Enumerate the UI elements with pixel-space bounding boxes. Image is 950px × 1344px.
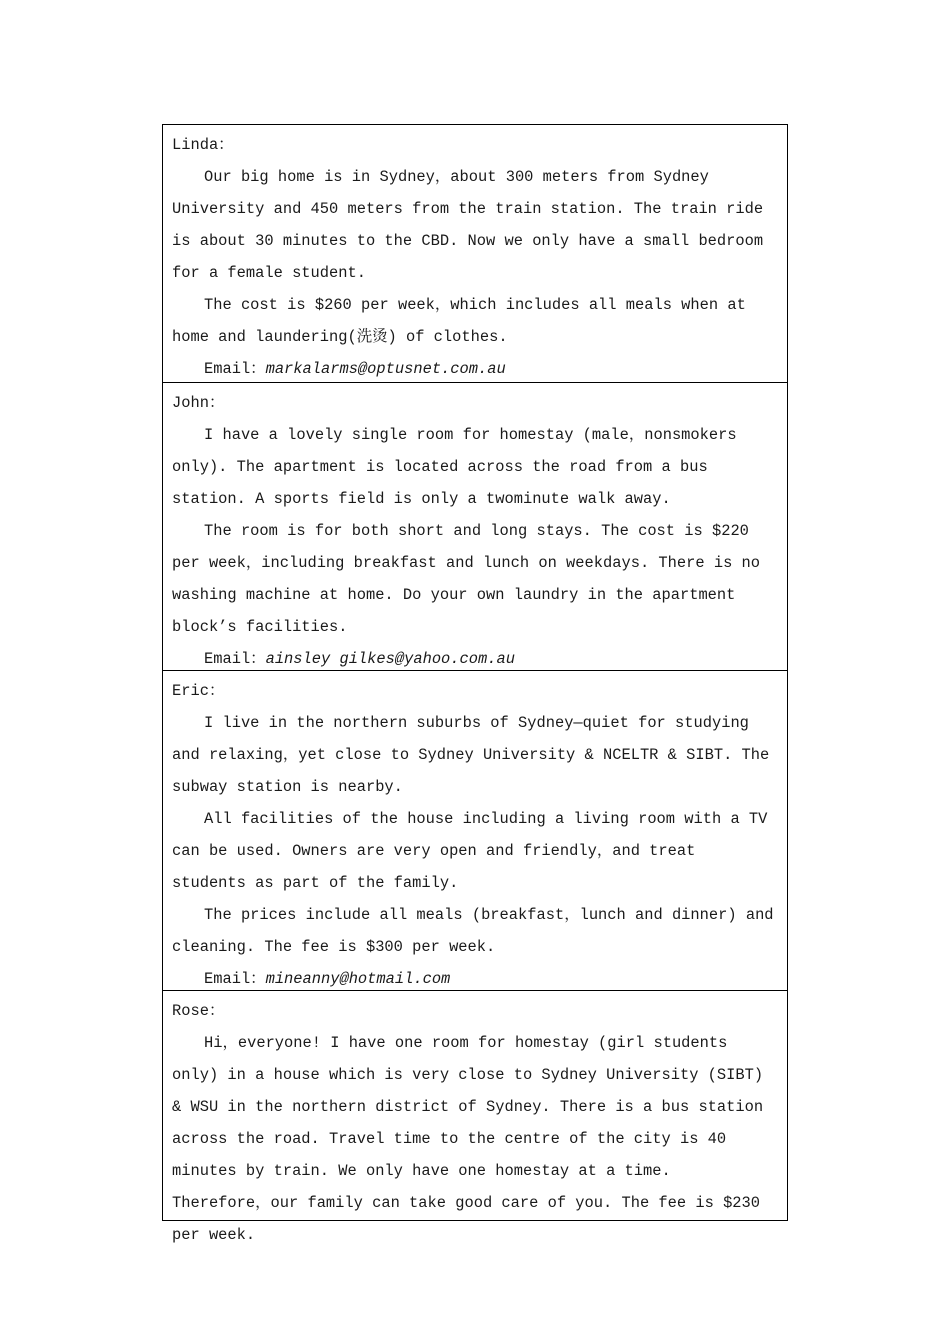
ad-host-name: Rose：	[172, 1002, 225, 1020]
ad-paragraph: The room is for both short and long stays. The cost is $220 per week，including breakfast and lunch on weekdays. There is no washing machine at home. Do your own laundry in the apartment block’s facilities.	[172, 522, 761, 636]
ad-paragraph: I have a lovely single room for homestay (male，nonsmokers only). The apartment is located across the road from a bus station. A sports field is only a twominute walk away.	[172, 426, 737, 508]
ad-paragraph: The cost is $260 per week，which includes all meals when at home and laundering(洗烫) of clothes.	[172, 296, 746, 346]
email-address: ainsley gilkes@yahoo.com.au	[265, 650, 515, 668]
ad-paragraph: The prices include all meals (breakfast，lunch and dinner) and cleaning. The fee is $300 per week.	[172, 906, 774, 956]
ad-cell-eric	[163, 670, 787, 990]
ad-host-name: Eric：	[172, 682, 225, 700]
ad-email-line	[172, 353, 777, 385]
ad-paragraph: Our big home is in Sydney，about 300 meters from Sydney University and 450 meters from the train station. The train ride is about 30 minutes to the CBD. Now we only have a small bedroom for a female student.	[172, 168, 764, 282]
email-address: mineanny@hotmail.com	[265, 970, 451, 988]
email-label: Email：	[204, 360, 266, 378]
email-address: markalarms@optusnet.com.au	[265, 360, 506, 378]
ad-cell-rose	[163, 990, 787, 1244]
ad-paragraph: Hi，everyone! I have one room for homestay (girl students only) in a house which is very close to Sydney University (SIBT) & WSU in the northern district of Sydney. There is a bus station across the road. Travel time to the centre of the city is 40 minutes by train. We only have one homestay at a time. Therefore，our family can take good care of you. The fee is $230 per week.	[172, 1034, 764, 1244]
email-label: Email：	[204, 970, 266, 988]
homestay-ads-table	[162, 124, 788, 1244]
email-label: Email：	[204, 650, 266, 668]
ad-paragraph: All facilities of the house including a living room with a TV can be used. Owners are very open and friendly，and treat students as part of the family.	[172, 810, 768, 892]
ad-host-name: Linda：	[172, 136, 234, 154]
ad-host-name: John：	[172, 394, 225, 412]
ad-cell-john	[163, 382, 787, 670]
ad-cell-linda	[163, 125, 787, 382]
ad-paragraph: I live in the northern suburbs of Sydney—quiet for studying and relaxing，yet close to Sydney University & NCELTR & SIBT. The subway station is nearby.	[172, 714, 770, 796]
